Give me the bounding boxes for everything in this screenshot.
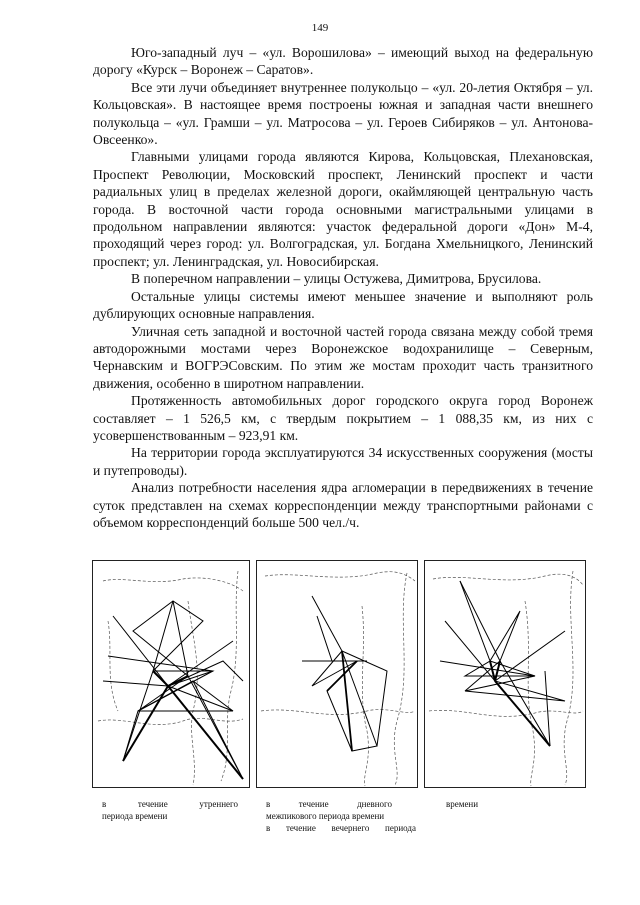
paragraph: В поперечном направлении – улицы Остужева, Димитрова, Брусилова. (131, 271, 542, 287)
paragraph: Все эти лучи объединяет внутреннее полукольцо – «ул. 20-летия Октября – ул. Кольцовская». В настоящее время построены южная и западная части внешнего полукольца – «ул. Грамши – ул. Матросова – ул. Героев Сибиряков – ул. Антонова-Овсеенко». (93, 79, 593, 148)
day-diagram-svg (257, 561, 417, 787)
caption-evening-line2: времени (446, 799, 479, 809)
morning-correspondence-diagram (92, 560, 250, 788)
paragraph: Юго-западный луч – «ул. Ворошилова» – имеющий выход на федеральную дорогу «Курск – Воронеж – Саратов». (93, 45, 593, 78)
evening-diagram-svg (425, 561, 585, 787)
day-correspondence-diagram (256, 560, 418, 788)
body-text (93, 44, 593, 531)
morning-diagram-svg (93, 561, 249, 787)
city-boundary-lines (429, 571, 583, 786)
paragraph: Протяженность автомобильных дорог городского округа город Воронеж составляет – 1 526,5 км, с твердым покрытием – 1 088,35 км, из них с усовершенствованным – 923,91 км. (93, 393, 593, 443)
correspondence-lines (440, 581, 565, 746)
caption-morning-line2: периода времени (102, 811, 168, 821)
caption-day-line2: межпикового периода времени (266, 811, 385, 821)
caption-evening-line1: в течение вечернего периода (266, 823, 416, 833)
correspondence-figures (90, 560, 590, 833)
paragraph: Анализ потребности населения ядра агломерации в передвижениях в течение суток представлен на схемах корреспонденции между транспортными районами с объемом корреспонденций больше 500 чел./ч. (93, 480, 593, 530)
paragraph: Уличная сеть западной и восточной частей города связана между собой тремя автодорожными мостами через Воронежское водохранилище – Северным, Чернавским и ВОГРЭСовским. По этим же мостам проходит часть транзитного движения, особенно в широтном направлении. (93, 323, 593, 391)
caption-day-line1: в течение дневного (266, 799, 392, 809)
paragraph: Остальные улицы системы имеют меньшее значение и выполняют роль дублирующих основные направления. (93, 288, 593, 322)
paragraph: На территории города эксплуатируются 34 искусственных сооружения (мосты и путепроводы). (93, 445, 593, 478)
page-number: 149 (311, 22, 329, 34)
caption-morning-line1: в течение утреннего (102, 799, 238, 809)
paragraph: Главными улицами города являются Кирова, Кольцовская, Плехановская, Проспект Революции, Московский проспект, Ленинский проспект и части радиальных улиц в пределах железной дороги, окаймляющей центральную часть города. В восточной части города основными магистральными улицами в продольном направлении являются: участок федеральной дороги «Дон» М-4, проходящий через город: ул. Волгоградская, ул. Богдана Хмельницкого, Ленинский проспект; ул. Ленинградская, ул. Новосибирская. (93, 149, 593, 269)
evening-correspondence-diagram (424, 560, 586, 788)
